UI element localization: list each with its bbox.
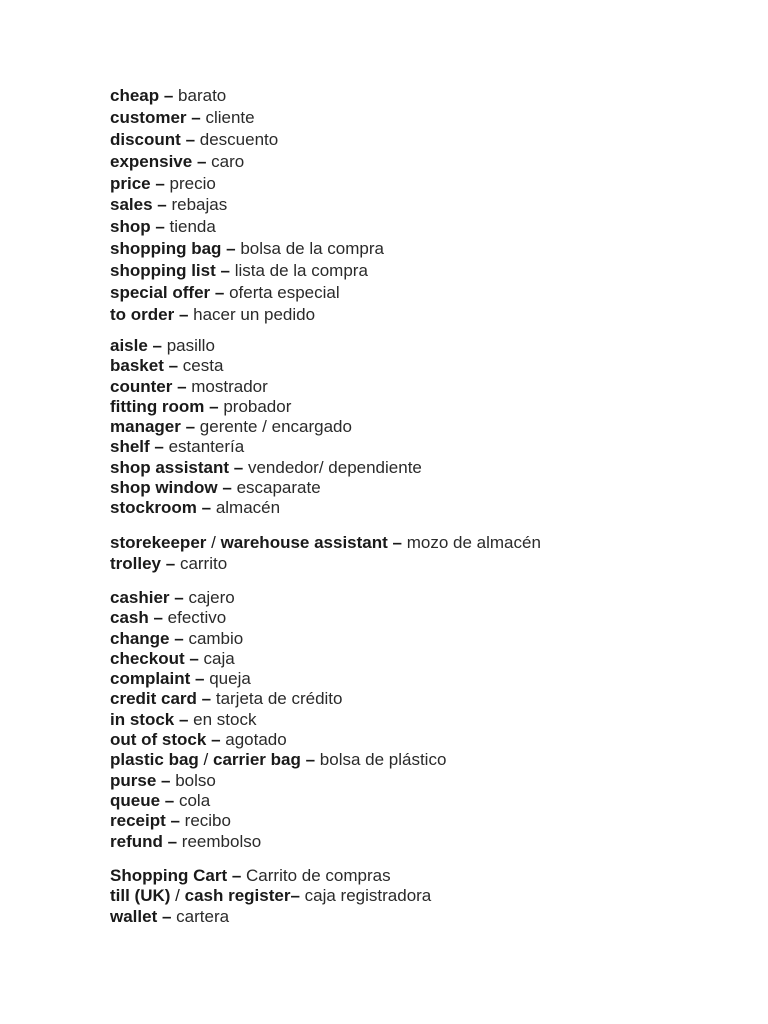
spanish-translation: cliente [205,107,255,127]
english-term: checkout [110,648,185,668]
english-term: expensive [110,151,193,171]
english-term: plastic bag [110,750,199,770]
vocab-entry [110,216,384,238]
spanish-translation: caro [211,151,245,171]
entry-dash: – [180,417,200,437]
vocab-entry [110,478,422,498]
english-term: queue [110,790,161,810]
vocab-entry [110,629,446,649]
entry-dash: – [150,173,170,193]
english-term: special offer [110,283,211,303]
entry-dash: – [169,588,189,607]
spanish-translation: recibo [184,811,231,831]
spanish-translation: agotado [225,730,287,750]
english-term: shopping bag [110,239,222,259]
spanish-translation: barato [178,86,227,105]
spanish-translation: rebajas [171,195,228,215]
english-term: manager [110,417,181,437]
entry-dash: – [149,437,169,457]
vocab-entry [110,750,446,770]
vocab-entry [110,730,446,750]
entry-dash: – [148,608,168,628]
spanish-translation: estantería [168,437,245,457]
english-term: customer [110,107,187,127]
english-term: complaint [110,669,191,689]
vocab-entry [110,498,422,518]
vocab-entry [110,85,384,107]
entry-dash: – [156,770,176,790]
english-term: carrier bag [212,750,301,770]
spanish-translation: carrito [179,553,228,573]
spanish-translation: mozo de almacén [406,533,541,552]
entry-dash: – [160,790,179,810]
vocab-entry [110,710,446,730]
vocab-group-extra [110,866,431,927]
entry-dash: – [210,283,230,303]
entry-dash: – [227,866,247,885]
vocab-entry [110,669,446,689]
vocab-group-store-areas [110,336,422,519]
spanish-translation: Carrito de compras [246,866,391,885]
entry-dash: – [150,217,170,237]
spanish-translation: tienda [169,217,216,237]
entry-dash: – [165,811,185,831]
spanish-translation: cambio [188,628,244,648]
spanish-translation: bolsa de la compra [240,239,384,259]
english-term: shop [110,217,151,237]
vocab-entry [110,886,431,906]
entry-dash: – [190,669,210,689]
entry-dash: – [387,533,407,552]
english-term: shelf [110,437,150,457]
english-term: credit card [110,689,197,709]
english-term: basket [110,356,164,376]
entry-dash: – [290,886,305,906]
spanish-translation: caja registradora [304,886,432,906]
english-term: till (UK) [110,886,171,906]
vocab-entry [110,336,422,356]
spanish-translation: pasillo [166,336,215,355]
english-term: receipt [110,811,166,831]
entry-dash: – [300,750,320,770]
entry-dash: – [215,261,235,281]
vocab-entry [110,608,446,628]
entry-dash: – [163,356,183,376]
entry-dash: – [180,129,200,149]
spanish-translation: tarjeta de crédito [215,689,343,709]
english-term: stockroom [110,498,197,518]
english-term: wallet [110,906,158,926]
entry-dash: – [172,376,192,396]
spanish-translation: lista de la compra [234,261,368,281]
vocab-group-general [110,85,384,326]
vocab-entry [110,458,422,478]
vocab-entry [110,238,384,260]
english-term: trolley [110,553,162,573]
spanish-translation: cesta [182,356,224,376]
entry-dash: – [162,831,182,851]
entry-dash: – [161,553,180,573]
entry-dash: – [184,648,204,668]
vocab-entry [110,194,384,216]
english-term: out of stock [110,730,207,750]
vocab-entry [110,866,431,886]
entry-dash: – [159,86,179,105]
vocab-entry [110,588,446,608]
english-term: cheap [110,86,160,105]
english-term: discount [110,129,181,149]
vocab-entry [110,689,446,709]
vocab-entry [110,791,446,811]
english-term: counter [110,376,173,396]
spanish-translation: mostrador [191,376,268,396]
english-term: cash [110,608,149,628]
term-separator: / [170,886,185,906]
spanish-translation: cartera [176,906,230,926]
spanish-translation: hacer un pedido [193,304,316,324]
spanish-translation: descuento [199,129,279,149]
entry-dash: – [206,730,226,750]
entry-dash: – [192,151,212,171]
vocab-entry [110,554,541,575]
vocab-entry [110,649,446,669]
vocab-entry [110,107,384,129]
spanish-translation: efectivo [167,608,227,628]
entry-dash: – [186,107,206,127]
spanish-translation: vendedor/ dependiente [247,457,422,477]
spanish-translation: bolsa de plástico [319,750,447,770]
english-term: shop window [110,478,218,498]
english-term: fitting room [110,396,205,416]
entry-dash: – [152,195,172,215]
entry-dash: – [174,709,194,729]
english-term: purse [110,770,157,790]
vocab-entry [110,437,422,457]
vocab-group-warehouse [110,533,541,574]
english-term: cash register [184,886,291,906]
vocab-entry [110,377,422,397]
entry-dash: – [196,689,216,709]
english-term: storekeeper [110,533,207,552]
term-separator: / [198,750,213,770]
spanish-translation: precio [169,173,216,193]
vocab-entry [110,771,446,791]
entry-dash: – [229,457,248,477]
entry-dash: – [196,498,216,518]
vocab-entry [110,397,422,417]
english-term: aisle [110,336,148,355]
spanish-translation: reembolso [181,831,262,851]
spanish-translation: caja [203,648,235,668]
spanish-translation: cola [178,790,211,810]
entry-dash: – [217,478,237,498]
vocab-entry [110,417,422,437]
spanish-translation: cajero [188,588,235,607]
entry-dash: – [174,304,194,324]
vocab-group-payment [110,588,446,852]
vocab-entry [110,811,446,831]
english-term: warehouse assistant [220,533,388,552]
english-term: Shopping Cart [110,866,228,885]
entry-dash: – [204,396,224,416]
vocab-entry [110,151,384,173]
english-term: change [110,628,170,648]
english-term: in stock [110,709,175,729]
spanish-translation: probador [223,396,292,416]
spanish-translation: gerente / encargado [199,417,352,437]
spanish-translation: almacén [215,498,281,518]
english-term: shopping list [110,261,216,281]
spanish-translation: en stock [193,709,257,729]
vocab-entry [110,832,446,852]
english-term: cashier [110,588,170,607]
entry-dash: – [221,239,241,259]
english-term: price [110,173,151,193]
english-term: to order [110,304,175,324]
english-term: refund [110,831,163,851]
spanish-translation: escaparate [236,478,321,498]
vocab-entry [110,129,384,151]
term-separator: / [206,533,221,552]
english-term: sales [110,195,153,215]
vocab-entry [110,260,384,282]
entry-dash: – [169,628,189,648]
spanish-translation: queja [209,669,251,689]
vocab-entry [110,304,384,326]
vocab-entry [110,533,541,554]
vocab-entry [110,282,384,304]
vocab-entry [110,907,431,927]
entry-dash: – [147,336,167,355]
vocab-entry [110,356,422,376]
entry-dash: – [157,906,177,926]
english-term: shop assistant [110,457,230,477]
vocab-entry [110,173,384,195]
spanish-translation: oferta especial [229,283,340,303]
spanish-translation: bolso [175,770,216,790]
